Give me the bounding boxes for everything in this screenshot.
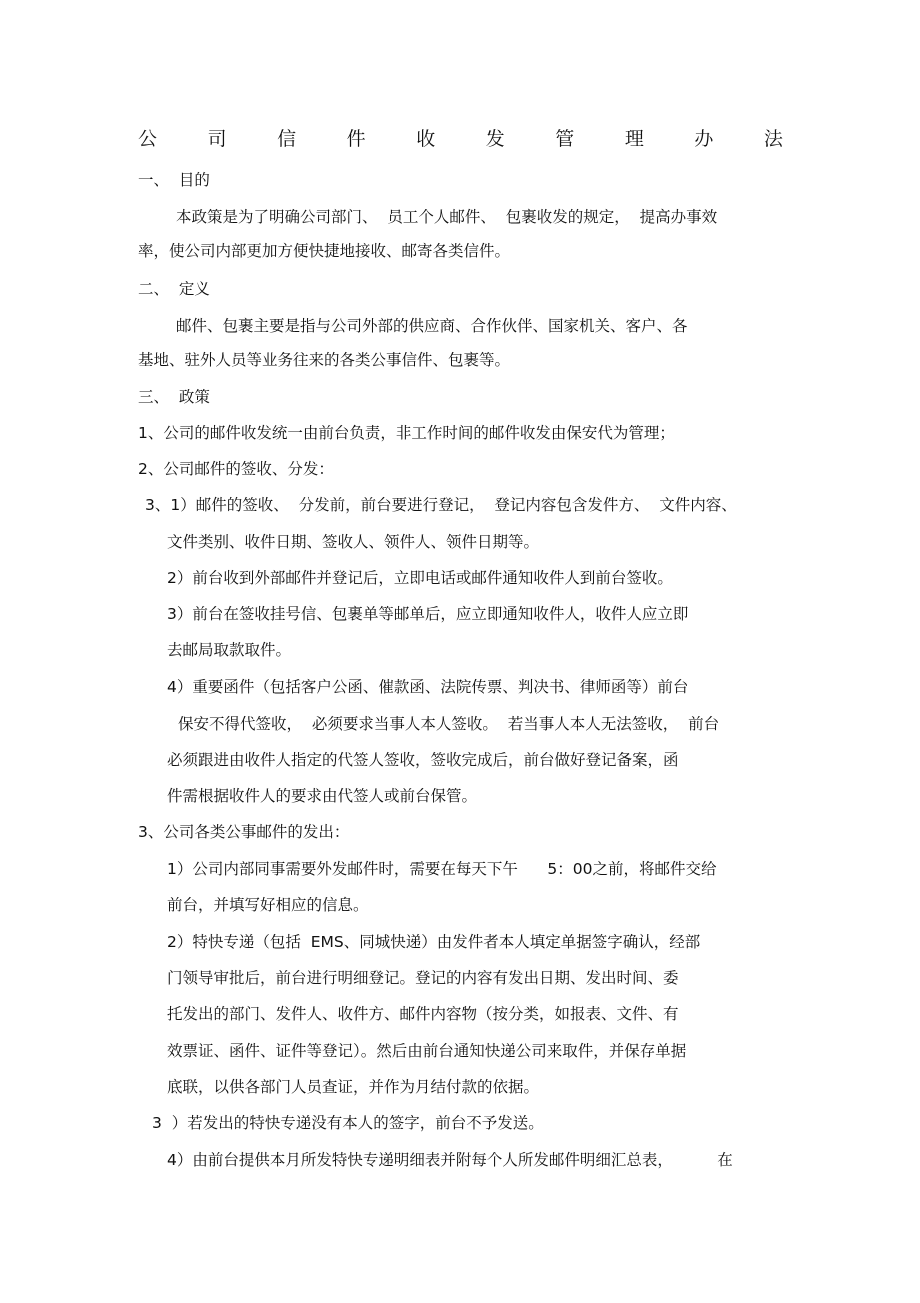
list-item: 2、公司邮件的签收、分发： bbox=[138, 460, 334, 478]
paragraph-line: 去邮局取款取件。 bbox=[167, 641, 292, 659]
title-char: 理 bbox=[624, 128, 644, 150]
section-heading-policy: 三、 政策 bbox=[138, 388, 210, 406]
title-char: 管 bbox=[555, 128, 575, 150]
paragraph-line: 件需根据收件人的要求由代签人或前台保管。 bbox=[167, 787, 478, 805]
paragraph-line: 底联，以供各部门人员查证，并作为月结付款的依据。 bbox=[167, 1078, 540, 1096]
title-char: 件 bbox=[346, 128, 366, 150]
document-title bbox=[138, 126, 783, 152]
paragraph-line: 基地、驻外人员等业务往来的各类公事信件、包裹等。 bbox=[138, 351, 511, 369]
list-item: 3、公司各类公事邮件的发出： bbox=[138, 823, 350, 841]
title-char: 收 bbox=[416, 128, 436, 150]
paragraph-line: 邮件、包裹主要是指与公司外部的供应商、合作伙伴、国家机关、客户、各 bbox=[176, 317, 688, 335]
list-item: 4）重要函件（包括客户公函、催款函、法院传票、判决书、律师函等）前台 bbox=[167, 678, 689, 696]
paragraph-line: 门领导审批后，前台进行明细登记。登记的内容有发出日期、发出时间、委 bbox=[167, 969, 679, 987]
section-heading-definition: 二、 定义 bbox=[138, 280, 210, 298]
paragraph-line: 必须跟进由收件人指定的代签人签收，签收完成后，前台做好登记备案，函 bbox=[167, 751, 679, 769]
list-item: 4）由前台提供本月所发特快专递明细表并附每个人所发邮件明细汇总表， 在 bbox=[167, 1151, 733, 1169]
paragraph-line: 保安不得代签收， 必须要求当事人本人签收。 若当事人本人无法签收， 前台 bbox=[178, 715, 720, 733]
list-item: 3）前台在签收挂号信、包裹单等邮单后，应立即通知收件人，收件人应立即 bbox=[167, 605, 689, 623]
paragraph-line: 托发出的部门、发件人、收件方、邮件内容物（按分类，如报表、文件、有 bbox=[167, 1005, 679, 1023]
title-char: 办 bbox=[694, 128, 714, 150]
title-char: 司 bbox=[207, 128, 227, 150]
paragraph-line: 文件类别、收件日期、签收人、领件人、领件日期等。 bbox=[167, 533, 540, 551]
section-heading-purpose: 一、 目的 bbox=[138, 171, 210, 189]
paragraph-line: 前台，并填写好相应的信息。 bbox=[167, 896, 369, 914]
title-char: 公 bbox=[138, 128, 158, 150]
paragraph-line: 本政策是为了明确公司部门、 员工个人邮件、 包裹收发的规定， 提高办事效 bbox=[176, 208, 718, 226]
list-item: 3、1）邮件的签收、 分发前，前台要进行登记， 登记内容包含发件方、 文件内容、 bbox=[145, 496, 737, 514]
list-item: 2）前台收到外部邮件并登记后，立即电话或邮件通知收件人到前台签收。 bbox=[167, 569, 673, 587]
title-char: 信 bbox=[277, 128, 297, 150]
list-item: 1、公司的邮件收发统一由前台负责，非工作时间的邮件收发由保安代为管理； bbox=[138, 424, 675, 442]
title-char: 发 bbox=[485, 128, 505, 150]
list-item: 2）特快专递（包括 EMS、同城快递）由发件者本人填定单据签字确认，经部 bbox=[167, 933, 701, 951]
title-char: 法 bbox=[763, 128, 783, 150]
paragraph-line: 率，使公司内部更加方便快捷地接收、邮寄各类信件。 bbox=[138, 242, 511, 260]
list-item: 1）公司内部同事需要外发邮件时，需要在每天下午 5：00之前，将邮件交给 bbox=[167, 860, 717, 878]
paragraph-line: 效票证、函件、证件等登记）。然后由前台通知快递公司来取件，并保存单据 bbox=[167, 1042, 687, 1060]
list-item: 3 ）若发出的特快专递没有本人的签字，前台不予发送。 bbox=[152, 1114, 544, 1132]
